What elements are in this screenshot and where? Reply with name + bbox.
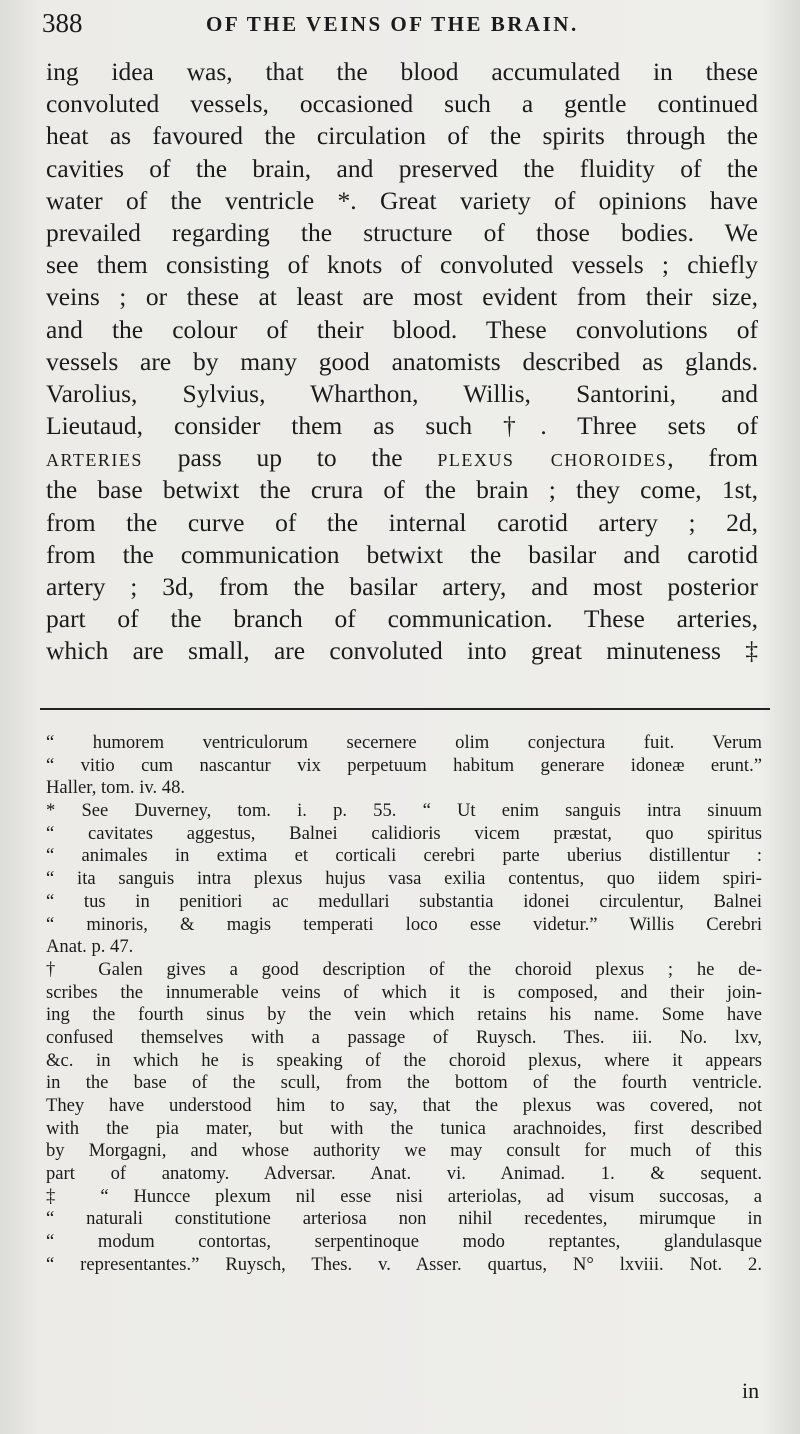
text-line: water of the ventricle *. Great variety of opinions have	[46, 185, 758, 215]
footnote-line: by Morgagni, and whose authority we may consult for much of this	[46, 1140, 762, 1162]
footnote-line: Anat. p. 47.	[46, 936, 134, 958]
text-line: veins ; or these at least are most evident from their size,	[46, 282, 758, 312]
text-line: cavities of the brain, and preserved the fluidity of the	[46, 153, 758, 183]
footnote-line: ‡ “ Huncce plexum nil esse nisi arteriolas, ad visum succosas, a	[46, 1185, 762, 1207]
text-line: convoluted vessels, occasioned such a gentle continued	[46, 89, 758, 119]
text-line: and the colour of their blood. These convolutions of	[46, 314, 758, 344]
text-line: heat as favoured the circulation of the spirits through the	[46, 121, 758, 151]
text-line: prevailed regarding the structure of those bodies. We	[46, 217, 758, 247]
footnote-line: * See Duverney, tom. i. p. 55. “ Ut enim sanguis intra sinuum	[46, 800, 762, 822]
footnote-line: † Galen gives a good description of the choroid plexus ; he de-	[46, 958, 762, 980]
footnote-line: They have understood him to say, that the plexus was covered, not	[46, 1095, 762, 1116]
text-line: part of the branch of communication. These arteries,	[46, 604, 758, 634]
footnote-line: part of anatomy. Adversar. Anat. vi. Animad. 1. & sequent.	[46, 1163, 762, 1185]
text-line: Varolius, Sylvius, Wharthon, Willis, Santorini, and	[46, 378, 758, 408]
text-line: Lieutaud, consider them as such †. Three sets of	[46, 411, 758, 441]
page-number: 388	[42, 8, 83, 38]
footnote-line: “ humorem ventriculorum secernere olim conjectura fuit. Verum	[46, 732, 762, 753]
text-line: see them consisting of knots of convoluted vessels ; chiefly	[46, 250, 758, 280]
text-line: which are small, are convoluted into great minuteness ‡	[46, 636, 758, 666]
footnote-line: in the base of the scull, from the bottom of the fourth ventricle.	[46, 1072, 762, 1094]
text-line: the base betwixt the crura of the brain ; they come, 1st,	[46, 475, 758, 505]
footnote-line: “ tus in penitiori ac medullari substantia idonei circulentur, Balnei	[46, 890, 762, 912]
text-line: arteries pass up to the plexus choroides, from	[46, 443, 758, 473]
footnote-line: &c. in which he is speaking of the choroid plexus, where it appears	[46, 1049, 762, 1071]
footnote-line: “ naturali constitutione arteriosa non nihil recedentes, mirumque in	[46, 1208, 762, 1230]
footnote-line: “ modum contortas, serpentinoque modo reptantes, glandulasque	[46, 1231, 762, 1253]
footnotes	[46, 732, 762, 1277]
running-head: OF THE VEINS OF THE BRAIN.	[206, 12, 579, 36]
main-text	[46, 56, 758, 668]
footnote-line: “ cavitates aggestus, Balnei calidioris vicem præstat, quo spiritus	[46, 822, 762, 844]
text-line: from the curve of the internal carotid artery ; 2d,	[46, 507, 758, 537]
text-line: from the communication betwixt the basilar and carotid	[46, 539, 758, 569]
footnote-line: scribes the innumerable veins of which it is composed, and their join-	[46, 981, 762, 1003]
footnote-line: “ minoris, & magis temperati loco esse videtur.” Willis Cerebri	[46, 913, 762, 935]
footnote-line: ing the fourth sinus by the vein which retains his name. Some have	[46, 1004, 762, 1026]
footnote-line: confused themselves with a passage of Ruysch. Thes. iii. No. lxv,	[46, 1026, 762, 1048]
footnote-line: “ vitio cum nascantur vix perpetuum habitum generare idoneæ erunt.”	[46, 754, 762, 776]
footnote-line: “ representantes.” Ruysch, Thes. v. Asser. quartus, N° lxviii. Not. 2.	[46, 1253, 762, 1275]
text-line: ing idea was, that the blood accumulated in these	[46, 57, 758, 86]
text-line: artery ; 3d, from the basilar artery, and most posterior	[46, 572, 758, 601]
page-header	[38, 6, 778, 46]
footnote-line: “ ita sanguis intra plexus hujus vasa exilia contentus, quo iidem spiri-	[46, 868, 762, 890]
footnote-line: Haller, tom. iv. 48.	[46, 777, 186, 799]
footnote-divider	[40, 708, 770, 710]
footnote-line: with the pia mater, but with the tunica arachnoides, first described	[46, 1117, 762, 1139]
text-line: vessels are by many good anatomists described as glands.	[46, 346, 758, 376]
footnote-line: “ animales in extima et corticali cerebri parte uberius distillentur :	[46, 845, 762, 867]
catchword: in	[742, 1378, 760, 1403]
